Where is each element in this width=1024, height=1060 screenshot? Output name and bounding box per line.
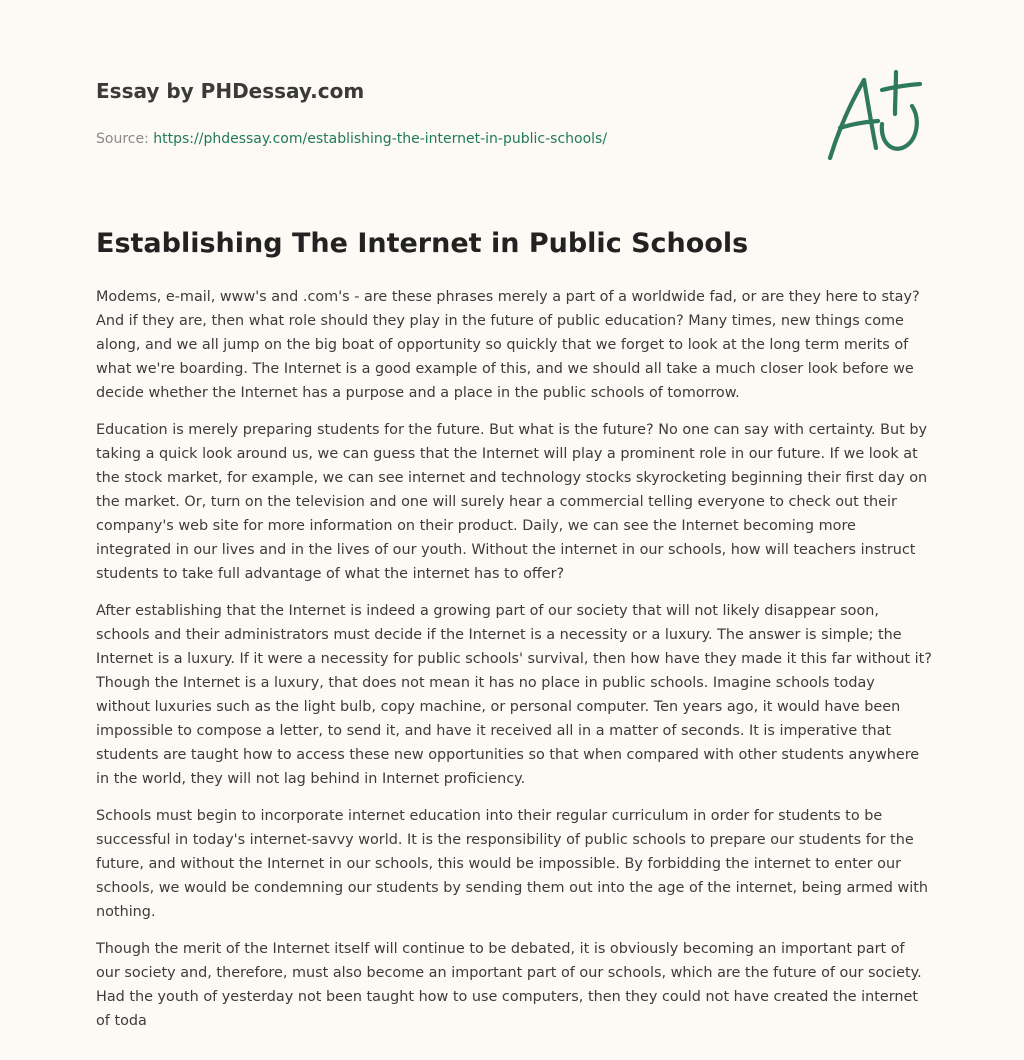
essay-paragraph: Modems, e-mail, www's and .com's - are these phrases merely a part of a worldwide fad, or are they here to stay? And if they are, then what role should they play in the future of public education? Many times, new things come along, and we all jump on the big boat of opportunity so quickly that we forget to look at the long term merits of what we're boarding. The Internet is a good example of this, and we should all take a much closer look before we decide whether the Internet has a purpose and a place in the public schools of tomorrow. — [96, 289, 920, 401]
page-header — [96, 78, 796, 148]
essay-title: Establishing The Internet in Public Schools — [96, 228, 749, 259]
source-line — [96, 130, 796, 148]
essay-paragraph: Education is merely preparing students for the future. But what is the future? No one can say with certainty. But by taking a quick look around us, we can guess that the Internet will play a prominent role in our future. If we look at the stock market, for example, we can see internet and technology stocks skyrocketing beginning their first day on the market. Or, turn on the television and one will surely hear a commercial telling everyone to check out their company's web site for more information on their product. Daily, we can see the Internet becoming more integrated in our lives and in the lives of our youth. Without the internet in our schools, how will teachers instruct students to take full advantage of what the internet has to offer? — [96, 422, 928, 582]
essay-paragraph: Schools must begin to incorporate internet education into their regular curriculum in order for students to be successful in today's internet-savvy world. It is the responsibility of public schools to prepare our students for the future, and without the Internet in our schools, this would be impossible. By forbidding the internet to enter our schools, we would be condemning our students by sending them out into the age of the internet, being armed with nothing. — [96, 808, 929, 920]
essay-paragraph: Though the merit of the Internet itself will continue to be debated, it is obviously becoming an important part of our society and, therefore, must also become an important part of our schools, which are the future of our society. Had the youth of yesterday not been taught how to use computers, then they could not have created the internet of toda — [96, 941, 922, 1029]
brand-title: Essay by PHDessay.com — [96, 79, 365, 103]
a-plus-logo-icon — [820, 66, 930, 166]
source-label: Source: — [96, 131, 154, 147]
essay-body — [96, 285, 932, 1046]
source-link[interactable]: https://phdessay.com/establishing-the-internet-in-public-schools/ — [153, 131, 608, 147]
essay-paragraph: After establishing that the Internet is indeed a growing part of our society that will not likely disappear soon, schools and their administrators must decide if the Internet is a necessity or a luxury. The answer is simple; the Internet is a luxury. If it were a necessity for public schools' survival, then how have they made it this far without it? Though the Internet is a luxury, that does not mean it has no place in public schools. Imagine schools today without luxuries such as the light bulb, copy machine, or personal computer. Ten years ago, it would have been impossible to compose a letter, to send it, and have it received all in a matter of seconds. It is imperative that students are taught how to access these new opportunities so that when compared with other students anywhere in the world, they will not lag behind in Internet proficiency. — [96, 603, 932, 787]
